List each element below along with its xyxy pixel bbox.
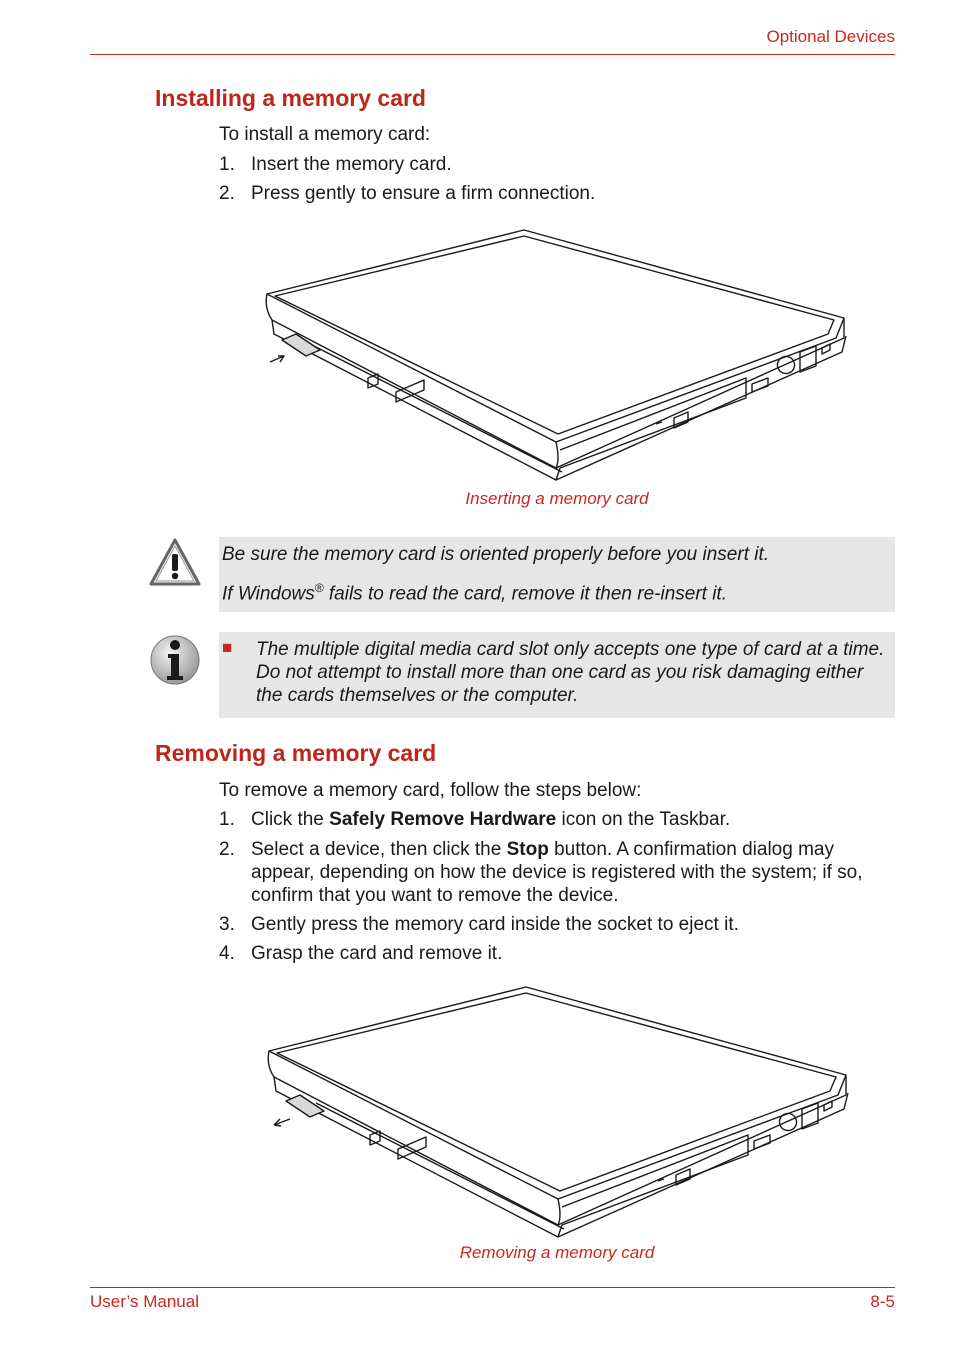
note-text: The multiple digital media card slot only accepts one type of card at a time. Do not attempt to install more than one card as you risk damaging either the cards themselves or the computer. (256, 639, 885, 706)
caution-line-2 (222, 577, 727, 605)
footer-rule (90, 1287, 895, 1288)
remove-caption: Removing a memory card (459, 1243, 655, 1262)
warning-triangle-icon (148, 536, 202, 590)
caution-line-2-pre: If Windows (222, 583, 315, 605)
caution-box (219, 537, 895, 612)
remove-intro: To remove a memory card, follow the steps below: (219, 780, 642, 801)
step-text: Press gently to ensure a firm connection. (251, 183, 596, 204)
step-number: 1. (219, 154, 235, 175)
ui-term-safely-remove-hardware: Safely Remove Hardware (329, 809, 557, 830)
remove-step-4 (219, 942, 889, 965)
remove-heading: Removing a memory card (155, 740, 437, 766)
step-number: 4. (219, 943, 235, 964)
caution-line-1: Be sure the memory card is oriented properly before you insert it. (222, 544, 770, 565)
remove-step-3 (219, 913, 889, 936)
laptop-remove-illustration (264, 985, 854, 1245)
step-text (251, 808, 889, 831)
header-rule (90, 54, 895, 55)
step-number: 2. (219, 183, 235, 204)
laptop-insert-illustration (262, 228, 852, 488)
info-icon (148, 632, 202, 688)
page-number: 8-5 (870, 1292, 895, 1311)
install-intro: To install a memory card: (219, 124, 431, 145)
step-text: Gently press the memory card inside the socket to eject it. (251, 914, 739, 935)
install-caption: Inserting a memory card (465, 489, 649, 508)
step-number: 1. (219, 809, 235, 830)
step-text: Insert the memory card. (251, 154, 452, 175)
caution-line-2-post: fails to read the card, remove it then re-insert it. (323, 583, 727, 605)
step-number: 3. (219, 914, 235, 935)
install-step-1 (219, 153, 889, 176)
note-item (222, 638, 890, 707)
step-text: Grasp the card and remove it. (251, 943, 503, 964)
install-step-2 (219, 182, 889, 205)
running-header: Optional Devices (766, 27, 895, 46)
note-box (219, 632, 895, 718)
remove-step-2 (219, 838, 889, 907)
step-text-post: button. A confirmation dialog may appear, depending on how the device is registered with the system; if so, confirm that you want to remove the device. (251, 839, 863, 906)
step-text-pre: Select a device, then click the (251, 839, 507, 860)
ui-term-stop: Stop (506, 839, 549, 860)
step-text-post: icon on the Taskbar. (556, 809, 731, 830)
step-text-pre: Click the (251, 809, 330, 830)
remove-step-1 (219, 808, 889, 831)
footer-manual-title: User’s Manual (90, 1292, 199, 1311)
step-text (251, 838, 889, 907)
bullet-square-icon: ■ (222, 638, 233, 657)
install-heading: Installing a memory card (155, 85, 426, 111)
registered-mark: ® (314, 581, 324, 595)
step-number: 2. (219, 839, 235, 860)
